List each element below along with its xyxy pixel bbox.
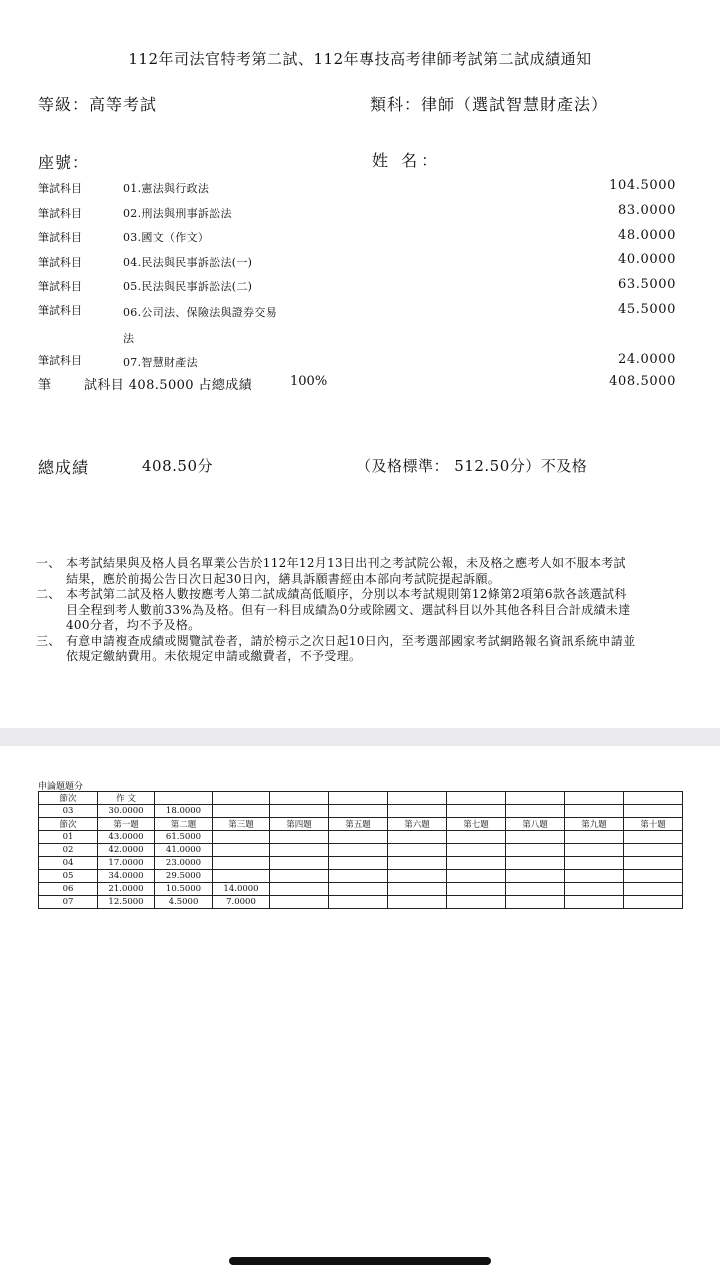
essay-score-cell: 作 文 bbox=[98, 792, 155, 805]
essay-score-cell bbox=[329, 844, 388, 857]
essay-score-cell bbox=[565, 844, 624, 857]
essay-score-cell bbox=[447, 870, 506, 883]
essay-score-cell bbox=[506, 883, 565, 896]
essay-session-cell: 04 bbox=[39, 857, 98, 870]
essay-score-cell bbox=[565, 792, 624, 805]
essay-score-cell bbox=[213, 792, 270, 805]
subject-type: 筆試科目 bbox=[38, 304, 82, 317]
essay-score-cell: 42.0000 bbox=[98, 844, 155, 857]
essay-score-cell: 12.5000 bbox=[98, 896, 155, 909]
subject-name-continuation: 法 bbox=[123, 332, 134, 345]
subject-score: 104.5000 bbox=[609, 178, 676, 193]
essay-score-cell bbox=[388, 805, 447, 818]
subject-score: 40.0000 bbox=[618, 252, 676, 267]
essay-score-cell bbox=[388, 844, 447, 857]
subject-type: 筆試科目 bbox=[38, 280, 82, 293]
written-subjects-summary: 試科目 408.5000 占總成績 bbox=[84, 378, 253, 393]
essay-score-cell bbox=[213, 870, 270, 883]
essay-score-cell bbox=[329, 792, 388, 805]
grade-label: 等級：高等考試 bbox=[38, 95, 158, 114]
subject-type: 筆試科目 bbox=[38, 182, 82, 195]
essay-score-cell bbox=[506, 844, 565, 857]
essay-score-cell bbox=[506, 805, 565, 818]
essay-score-cell bbox=[388, 792, 447, 805]
essay-score-cell: 29.5000 bbox=[155, 870, 213, 883]
essay-score-cell: 23.0000 bbox=[155, 857, 213, 870]
essay-score-cell bbox=[155, 792, 213, 805]
essay-score-cell: 10.5000 bbox=[155, 883, 213, 896]
essay-score-cell bbox=[447, 792, 506, 805]
summary-percent: 100% bbox=[290, 374, 328, 389]
summary-score: 408.5000 bbox=[609, 374, 676, 389]
subject-score: 45.5000 bbox=[618, 302, 676, 317]
total-score-label: 總成績 bbox=[38, 458, 90, 477]
essay-score-cell: 第六題 bbox=[388, 818, 447, 831]
note-number: 二、 bbox=[36, 587, 61, 601]
essay-score-cell bbox=[329, 896, 388, 909]
essay-score-cell bbox=[388, 870, 447, 883]
essay-score-cell bbox=[329, 870, 388, 883]
essay-score-cell bbox=[624, 883, 683, 896]
essay-score-cell bbox=[624, 844, 683, 857]
essay-score-cell bbox=[329, 831, 388, 844]
essay-score-cell: 61.5000 bbox=[155, 831, 213, 844]
essay-score-cell bbox=[506, 896, 565, 909]
essay-score-cell bbox=[388, 831, 447, 844]
essay-score-cell bbox=[565, 870, 624, 883]
essay-score-cell bbox=[565, 805, 624, 818]
note-text: 本考試結果與及格人員名單業公告於112年12月13日出刊之考試院公報，未及格之應考人如不服本考試結果，應於前揭公告日次日起30日內，繕具訴願書經由本部向考試院提起訴願。 bbox=[66, 556, 626, 586]
subject-type: 筆試科目 bbox=[38, 354, 82, 367]
essay-score-cell bbox=[624, 792, 683, 805]
subject-name: 04.民法與民事訴訟法(一) bbox=[123, 256, 253, 269]
essay-table-row bbox=[39, 857, 683, 870]
essay-score-cell: 4.5000 bbox=[155, 896, 213, 909]
essay-session-cell: 03 bbox=[39, 805, 98, 818]
written-subjects-summary-prefix: 筆 bbox=[38, 378, 52, 393]
pass-standard: （及格標準： 512.50分）不及格 bbox=[356, 457, 588, 475]
essay-scores-title: 申論題題分 bbox=[38, 782, 84, 792]
notes-section bbox=[36, 556, 636, 665]
total-score-value: 408.50分 bbox=[142, 457, 213, 475]
subject-name: 06.公司法、保險法與證券交易 bbox=[123, 306, 277, 319]
essay-score-cell bbox=[506, 857, 565, 870]
essay-session-cell: 節次 bbox=[39, 818, 98, 831]
note-item bbox=[36, 556, 636, 587]
essay-score-cell bbox=[624, 805, 683, 818]
essay-table-row bbox=[39, 805, 683, 818]
essay-score-cell bbox=[213, 857, 270, 870]
essay-score-cell bbox=[270, 844, 329, 857]
subject-score: 63.5000 bbox=[618, 277, 676, 292]
essay-score-cell bbox=[624, 857, 683, 870]
essay-score-cell bbox=[506, 870, 565, 883]
essay-score-cell bbox=[565, 896, 624, 909]
note-number: 一、 bbox=[36, 556, 61, 570]
essay-score-cell bbox=[270, 883, 329, 896]
score-notice-page-2 bbox=[0, 746, 720, 1280]
essay-score-cell bbox=[270, 805, 329, 818]
essay-score-cell bbox=[270, 857, 329, 870]
essay-score-cell: 18.0000 bbox=[155, 805, 213, 818]
essay-session-cell: 06 bbox=[39, 883, 98, 896]
essay-table-row bbox=[39, 870, 683, 883]
subject-type: 筆試科目 bbox=[38, 231, 82, 244]
subject-score: 83.0000 bbox=[618, 203, 676, 218]
essay-score-cell bbox=[447, 805, 506, 818]
subject-score: 24.0000 bbox=[618, 352, 676, 367]
essay-session-cell: 節次 bbox=[39, 792, 98, 805]
essay-score-cell: 17.0000 bbox=[98, 857, 155, 870]
document-title: 112年司法官特考第二試、112年專技高考律師考試第二試成績通知 bbox=[128, 50, 592, 68]
essay-score-cell bbox=[270, 792, 329, 805]
note-text: 本考試第二試及格人數按應考人第二試成績高低順序，分別以本考試規則第12條第2項第6款各該選試科目全程到考人數前33%為及格。但有一科目成績為0分或除國文、選試科目以外其他各科目合計成績未達400分者，均不予及格。 bbox=[66, 587, 631, 632]
seat-number-label: 座號： bbox=[38, 153, 90, 172]
subject-type: 筆試科目 bbox=[38, 207, 82, 220]
essay-score-cell bbox=[447, 883, 506, 896]
essay-table-row bbox=[39, 831, 683, 844]
essay-score-cell: 第八題 bbox=[506, 818, 565, 831]
essay-score-cell bbox=[447, 896, 506, 909]
essay-score-cell bbox=[506, 792, 565, 805]
essay-score-cell bbox=[565, 857, 624, 870]
essay-score-cell: 第四題 bbox=[270, 818, 329, 831]
essay-score-cell: 7.0000 bbox=[213, 896, 270, 909]
essay-score-cell bbox=[329, 805, 388, 818]
subject-name: 03.國文（作文） bbox=[123, 231, 210, 244]
essay-score-cell: 第一題 bbox=[98, 818, 155, 831]
essay-score-cell: 第三題 bbox=[213, 818, 270, 831]
essay-score-cell: 34.0000 bbox=[98, 870, 155, 883]
essay-score-cell bbox=[624, 896, 683, 909]
essay-score-cell bbox=[447, 857, 506, 870]
essay-scores-table bbox=[38, 791, 683, 909]
essay-table-row bbox=[39, 896, 683, 909]
essay-score-cell bbox=[213, 831, 270, 844]
essay-score-cell bbox=[329, 857, 388, 870]
essay-score-cell bbox=[213, 844, 270, 857]
essay-table-row bbox=[39, 792, 683, 805]
essay-score-cell: 第七題 bbox=[447, 818, 506, 831]
category-label: 類科：律師（選試智慧財產法） bbox=[370, 95, 609, 114]
essay-score-cell bbox=[329, 883, 388, 896]
essay-score-cell bbox=[624, 831, 683, 844]
subject-name: 07.智慧財產法 bbox=[123, 356, 198, 369]
note-text: 有意申請複查成績或閱覽試卷者，請於榜示之次日起10日內，至考選部國家考試網路報名資訊系統申請並依規定繳納費用。未依規定申請或繳費者，不予受理。 bbox=[66, 633, 636, 663]
subject-name: 01.憲法與行政法 bbox=[123, 182, 210, 195]
essay-score-cell: 第五題 bbox=[329, 818, 388, 831]
name-label: 姓 名： bbox=[372, 151, 442, 170]
subject-score: 48.0000 bbox=[618, 228, 676, 243]
essay-score-cell bbox=[270, 831, 329, 844]
essay-score-cell: 14.0000 bbox=[213, 883, 270, 896]
note-number: 三、 bbox=[36, 633, 61, 648]
essay-score-cell bbox=[447, 844, 506, 857]
essay-score-cell bbox=[270, 870, 329, 883]
essay-score-cell: 第十題 bbox=[624, 818, 683, 831]
essay-session-cell: 07 bbox=[39, 896, 98, 909]
note-item bbox=[36, 587, 636, 634]
essay-score-cell bbox=[565, 883, 624, 896]
essay-score-cell bbox=[388, 883, 447, 896]
essay-table-row bbox=[39, 844, 683, 857]
subject-name: 02.刑法與刑事訴訟法 bbox=[123, 207, 232, 220]
essay-score-cell: 第二題 bbox=[155, 818, 213, 831]
essay-score-cell: 43.0000 bbox=[98, 831, 155, 844]
essay-score-cell bbox=[213, 805, 270, 818]
essay-score-cell bbox=[624, 870, 683, 883]
essay-session-cell: 01 bbox=[39, 831, 98, 844]
essay-table-row bbox=[39, 818, 683, 831]
subject-name: 05.民法與民事訴訟法(二) bbox=[123, 280, 253, 293]
note-item bbox=[36, 634, 636, 665]
essay-score-cell bbox=[270, 896, 329, 909]
essay-score-cell bbox=[506, 831, 565, 844]
essay-table-row bbox=[39, 883, 683, 896]
essay-session-cell: 02 bbox=[39, 844, 98, 857]
subject-type: 筆試科目 bbox=[38, 256, 82, 269]
essay-score-cell bbox=[388, 857, 447, 870]
home-indicator[interactable] bbox=[229, 1257, 491, 1265]
essay-score-cell: 41.0000 bbox=[155, 844, 213, 857]
essay-score-cell bbox=[565, 831, 624, 844]
essay-score-cell: 第九題 bbox=[565, 818, 624, 831]
essay-score-cell bbox=[388, 896, 447, 909]
essay-score-cell: 21.0000 bbox=[98, 883, 155, 896]
essay-session-cell: 05 bbox=[39, 870, 98, 883]
essay-score-cell bbox=[447, 831, 506, 844]
essay-score-cell: 30.0000 bbox=[98, 805, 155, 818]
